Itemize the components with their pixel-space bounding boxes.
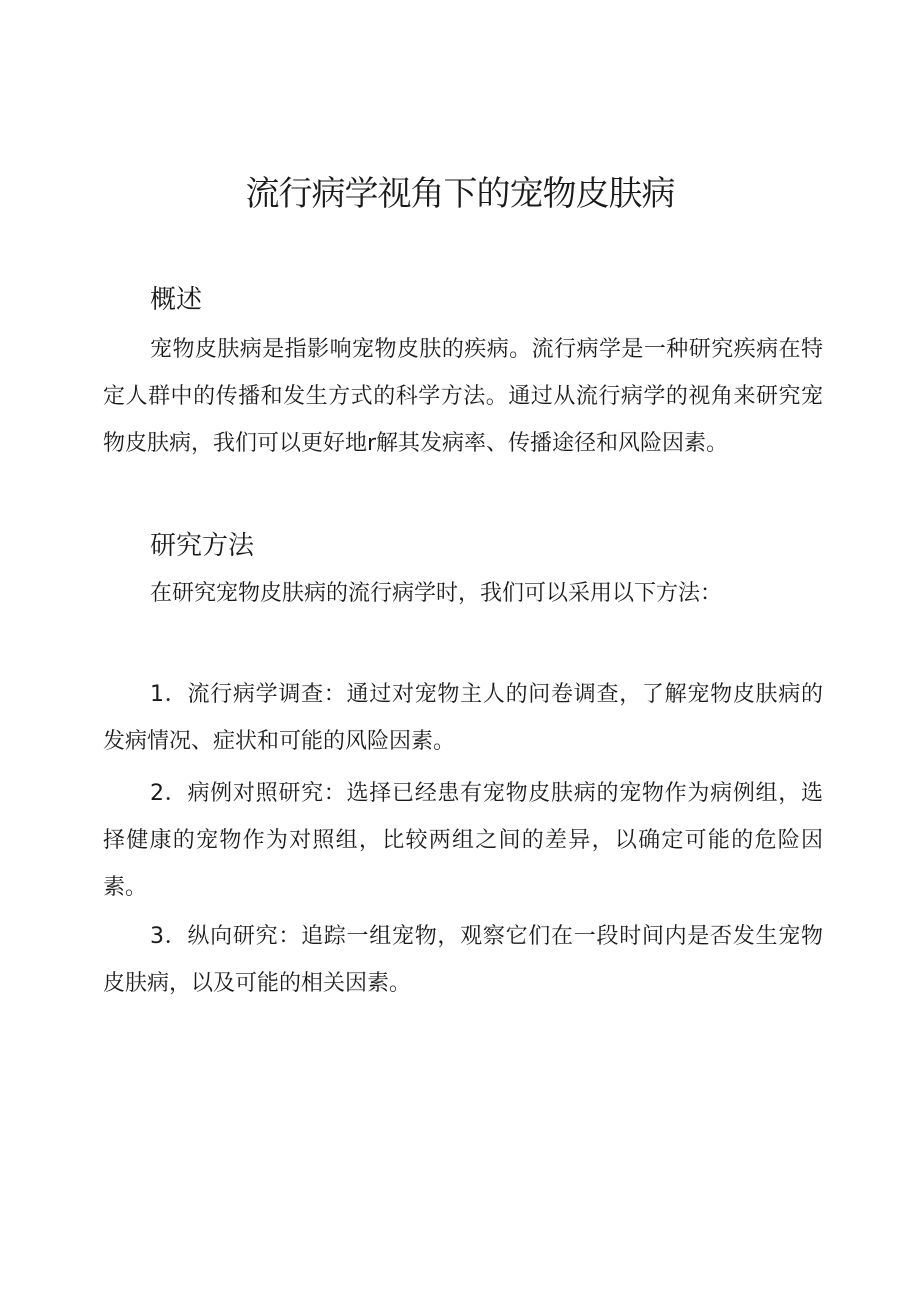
list-item-survey: 1．流行病学调查：通过对宠物主人的问卷调查，了解宠物皮肤病的发病情况、症状和可能的风险因素。 [103,682,823,754]
section-heading-overview: 概述 [150,285,203,315]
list-item-case-control: 2．病例对照研究：选择已经患有宠物皮肤病的宠物作为病例组，选择健康的宠物作为对照组，比较两组之间的差异，以确定可能的危险因素。 [103,781,823,900]
document-title: 流行病学视角下的宠物皮肤病 [245,174,675,214]
paragraph-overview: 宠物皮肤病是指影响宠物皮肤的疾病。流行病学是一种研究疾病在特定人群中的传播和发生方式的科学方法。通过从流行病学的视角来研究宠物皮肤病，我们可以更好地r解其发病率、传播途径和风险因素。 [103,337,823,456]
section-heading-methods: 研究方法 [150,531,255,561]
list-item-longitudinal: 3．纵向研究：追踪一组宠物，观察它们在一段时间内是否发生宠物皮肤病，以及可能的相关因素。 [103,924,823,996]
paragraph-methods-intro: 在研究宠物皮肤病的流行病学时，我们可以采用以下方法： [150,581,723,606]
